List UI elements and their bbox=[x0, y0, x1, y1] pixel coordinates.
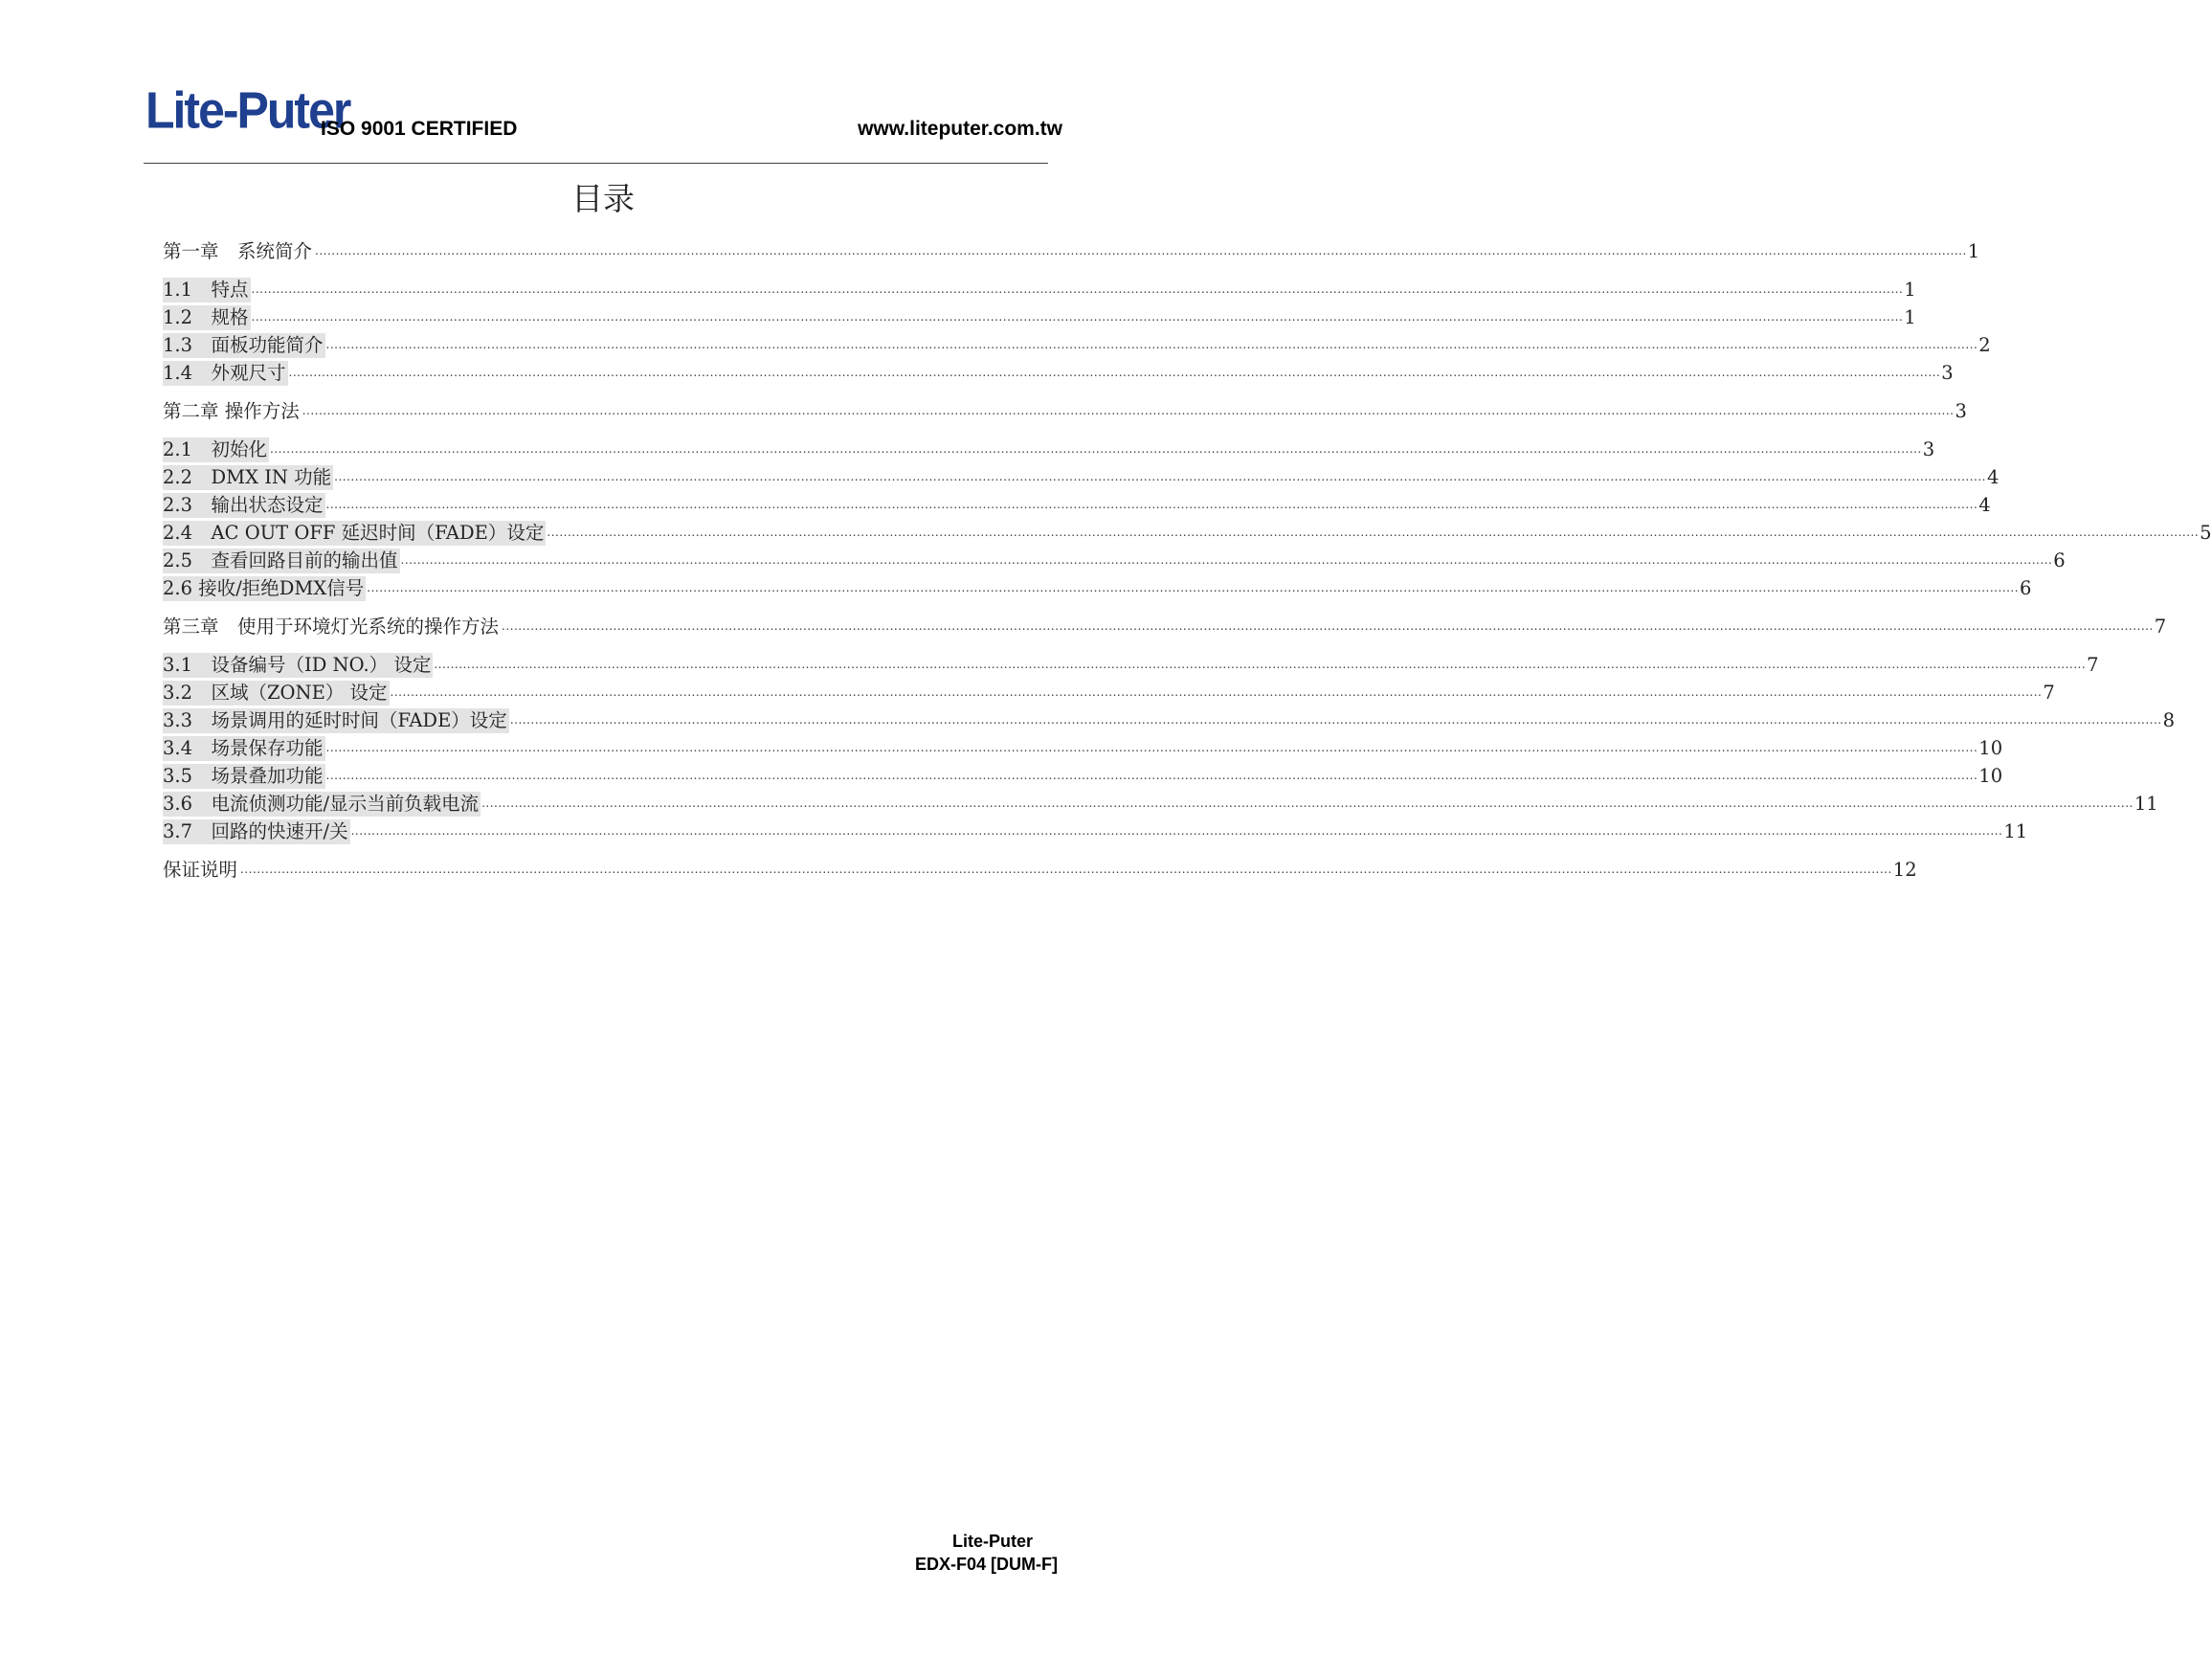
toc-page-number: 7 bbox=[2087, 654, 2099, 676]
toc-page-number: 7 bbox=[2154, 616, 2167, 638]
toc-entry-label: 2.1 初始化 bbox=[163, 438, 268, 460]
toc-entry-warranty[interactable] bbox=[163, 858, 1917, 883]
toc-leader-dots: ................................................................................................................................................................................................................................................................................................................................................................................................................ bbox=[502, 619, 2154, 633]
toc-leader-dots: ................................................................................................................................................................................................................................................................................................................................................................................................................ bbox=[251, 282, 1904, 296]
toc-leader-dots: ................................................................................................................................................................................................................................................................................................................................................................................................................ bbox=[434, 658, 2087, 671]
toc-leader-dots: ................................................................................................................................................................................................................................................................................................................................................................................................................ bbox=[325, 741, 1978, 754]
toc-entry-chapter-1[interactable] bbox=[163, 239, 1980, 264]
toc-entry-label: 2.2 DMX IN 功能 bbox=[163, 466, 332, 488]
toc-entry-label: 3.1 设备编号（ID NO.） 设定 bbox=[163, 654, 432, 676]
page-header bbox=[144, 80, 1062, 151]
toc-leader-dots: ................................................................................................................................................................................................................................................................................................................................................................................................................ bbox=[509, 713, 2162, 727]
toc-entry-2-5[interactable] bbox=[163, 549, 2066, 573]
toc-entry-1-3[interactable] bbox=[163, 333, 1991, 358]
toc-leader-dots: ................................................................................................................................................................................................................................................................................................................................................................................................................ bbox=[325, 769, 1978, 782]
toc-page-number: 1 bbox=[1904, 306, 1916, 328]
toc-entry-2-1[interactable] bbox=[163, 437, 1935, 462]
toc-entry-2-4[interactable] bbox=[163, 521, 2212, 546]
toc-entry-1-4[interactable] bbox=[163, 361, 1954, 386]
toc-leader-dots: ................................................................................................................................................................................................................................................................................................................................................................................................................ bbox=[315, 244, 1967, 258]
page-title: 目录 bbox=[571, 180, 635, 217]
toc-page-number: 10 bbox=[1978, 765, 2003, 787]
toc-entry-label: 2.4 AC OUT OFF 延迟时间（FADE）设定 bbox=[163, 522, 545, 544]
toc-entry-label: 2.5 查看回路目前的输出值 bbox=[163, 549, 398, 571]
toc-leader-dots: ................................................................................................................................................................................................................................................................................................................................................................................................................ bbox=[334, 470, 1986, 483]
toc-leader-dots: ................................................................................................................................................................................................................................................................................................................................................................................................................ bbox=[481, 796, 2134, 810]
toc-leader-dots: ................................................................................................................................................................................................................................................................................................................................................................................................................ bbox=[350, 824, 2003, 838]
toc-entry-3-2[interactable] bbox=[163, 681, 2055, 706]
toc-leader-dots: ................................................................................................................................................................................................................................................................................................................................................................................................................ bbox=[547, 526, 2200, 539]
toc-entry-label: 1.4 外观尺寸 bbox=[163, 362, 286, 384]
toc-page-number: 5 bbox=[2200, 522, 2212, 544]
toc-page-number: 2 bbox=[1978, 334, 1991, 356]
toc-page-number: 6 bbox=[2053, 549, 2066, 571]
toc-page-number: 1 bbox=[1904, 279, 1916, 301]
toc-page-number: 3 bbox=[1922, 438, 1935, 460]
toc-entry-2-2[interactable] bbox=[163, 465, 2000, 490]
toc-entry-label: 保证说明 bbox=[163, 859, 238, 881]
toc-leader-dots: ................................................................................................................................................................................................................................................................................................................................................................................................................ bbox=[390, 685, 2043, 699]
toc-entry-label: 第一章 系统简介 bbox=[163, 240, 313, 262]
toc-entry-3-6[interactable] bbox=[163, 792, 2158, 817]
toc-entry-label: 第三章 使用于环境灯光系统的操作方法 bbox=[163, 616, 500, 638]
toc-entry-1-2[interactable] bbox=[163, 305, 1916, 330]
toc-page-number: 4 bbox=[1978, 494, 1991, 516]
iso-certification: ISO 9001 CERTIFIED bbox=[321, 118, 518, 140]
toc-entry-label: 1.1 特点 bbox=[163, 279, 249, 301]
footer-model: EDX-F04 [DUM-F] bbox=[915, 1555, 1058, 1574]
toc-leader-dots: ................................................................................................................................................................................................................................................................................................................................................................................................................ bbox=[367, 581, 2020, 594]
toc-entry-label: 3.2 区域（ZONE） 设定 bbox=[163, 682, 388, 704]
toc-entry-1-1[interactable] bbox=[163, 278, 1916, 302]
toc-page-number: 4 bbox=[1986, 466, 2000, 488]
toc-page-number: 6 bbox=[2020, 577, 2032, 599]
toc-entry-label: 3.5 场景叠加功能 bbox=[163, 765, 324, 787]
toc-page-number: 11 bbox=[2134, 793, 2158, 815]
toc-entry-3-3[interactable] bbox=[163, 708, 2176, 733]
page-footer bbox=[915, 1530, 1058, 1576]
toc-entry-label: 2.6 接收/拒绝DMX信号 bbox=[163, 577, 365, 599]
toc-entry-label: 3.6 电流侦测功能/显示当前负载电流 bbox=[163, 793, 480, 815]
toc-leader-dots: ................................................................................................................................................................................................................................................................................................................................................................................................................ bbox=[325, 338, 1978, 351]
toc-entry-label: 3.4 场景保存功能 bbox=[163, 737, 324, 759]
toc-entry-3-5[interactable] bbox=[163, 764, 2003, 789]
toc-page-number: 12 bbox=[1892, 859, 1917, 881]
header-divider bbox=[144, 163, 1048, 164]
website-url: www.liteputer.com.tw bbox=[858, 118, 1062, 140]
toc-entry-3-1[interactable] bbox=[163, 653, 2099, 678]
toc-leader-dots: ................................................................................................................................................................................................................................................................................................................................................................................................................ bbox=[325, 498, 1978, 511]
toc-entry-label: 3.3 场景调用的延时时间（FADE）设定 bbox=[163, 709, 507, 731]
toc-entry-2-6[interactable] bbox=[163, 576, 2032, 601]
toc-leader-dots: ................................................................................................................................................................................................................................................................................................................................................................................................................ bbox=[251, 310, 1904, 324]
toc-entry-chapter-3[interactable] bbox=[163, 615, 2167, 639]
toc-page-number: 1 bbox=[1967, 240, 1980, 262]
toc-page-number: 7 bbox=[2043, 682, 2055, 704]
footer-company: Lite-Puter bbox=[951, 1532, 1033, 1551]
toc-entry-3-4[interactable] bbox=[163, 736, 2003, 761]
toc-entry-3-7[interactable] bbox=[163, 819, 2028, 844]
toc-page-number: 3 bbox=[1955, 400, 1967, 422]
toc-leader-dots: ................................................................................................................................................................................................................................................................................................................................................................................................................ bbox=[240, 862, 1892, 876]
toc-leader-dots: ................................................................................................................................................................................................................................................................................................................................................................................................................ bbox=[302, 404, 1955, 417]
toc-page-number: 8 bbox=[2162, 709, 2176, 731]
toc-entry-label: 3.7 回路的快速开/关 bbox=[163, 820, 348, 842]
toc-entry-label: 1.2 规格 bbox=[163, 306, 249, 328]
toc-entry-2-3[interactable] bbox=[163, 493, 1991, 518]
toc-page-number: 11 bbox=[2003, 820, 2028, 842]
toc-leader-dots: ................................................................................................................................................................................................................................................................................................................................................................................................................ bbox=[288, 366, 1941, 379]
toc-entry-label: 第二章 操作方法 bbox=[163, 400, 300, 422]
toc-entry-label: 1.3 面板功能简介 bbox=[163, 334, 324, 356]
toc-entry-chapter-2[interactable] bbox=[163, 399, 1967, 424]
toc-leader-dots: ................................................................................................................................................................................................................................................................................................................................................................................................................ bbox=[270, 442, 1922, 456]
toc-entry-label: 2.3 输出状态设定 bbox=[163, 494, 324, 516]
toc-page-number: 3 bbox=[1941, 362, 1954, 384]
toc-leader-dots: ................................................................................................................................................................................................................................................................................................................................................................................................................ bbox=[400, 553, 2053, 567]
toc-page-number: 10 bbox=[1978, 737, 2003, 759]
lite-puter-logo: Lite-Puter bbox=[145, 80, 350, 140]
